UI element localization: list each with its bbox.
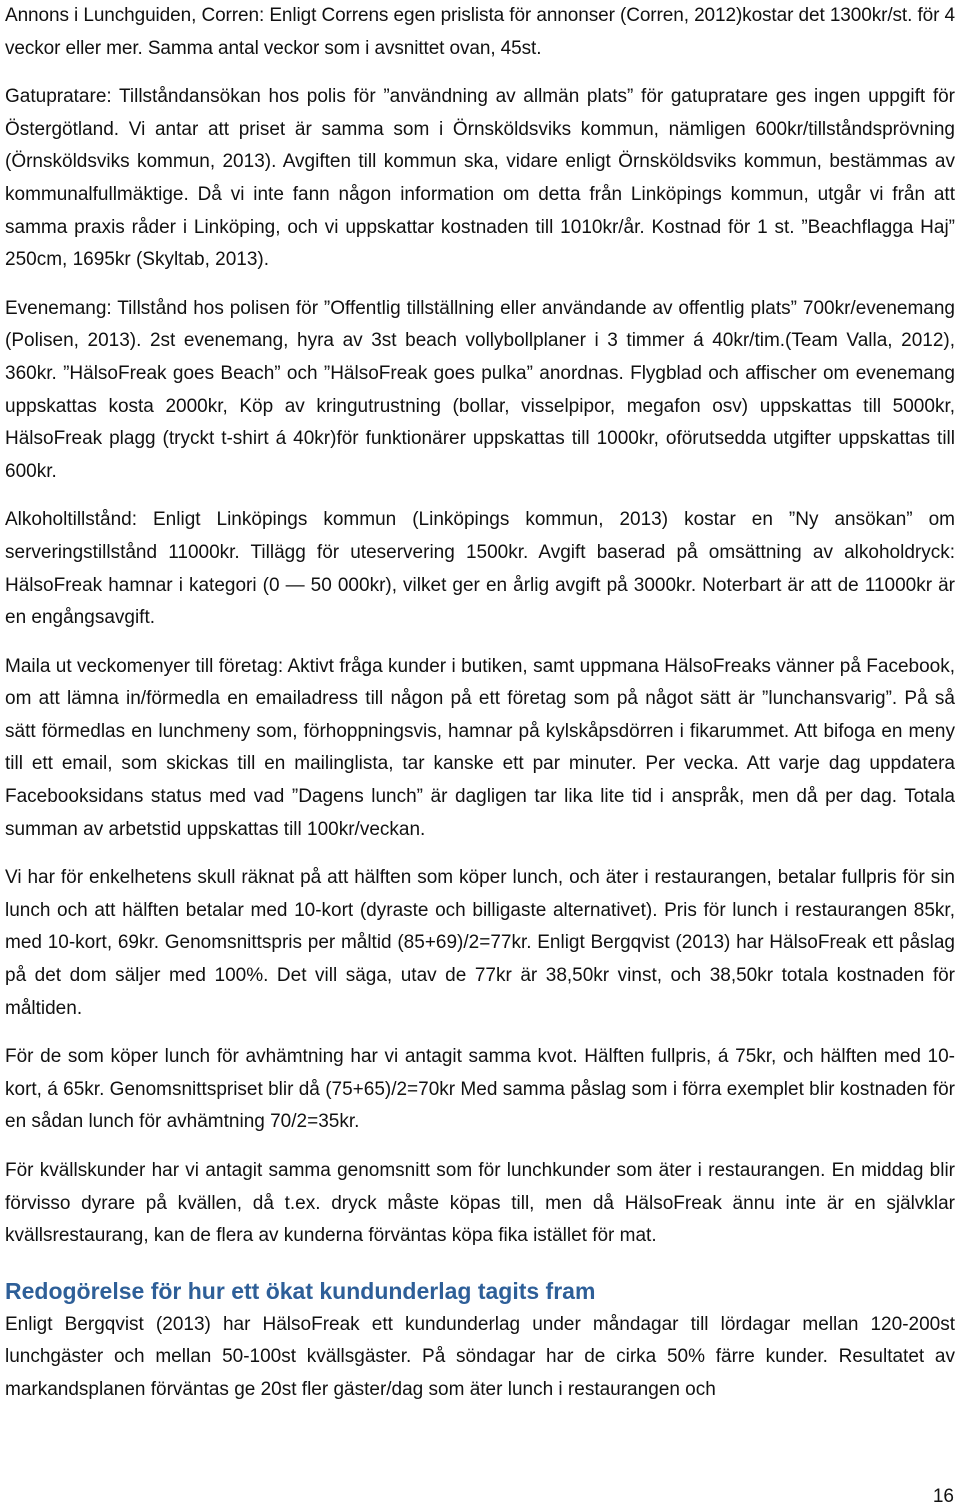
page-number: 16 [932, 1486, 954, 1507]
paragraph-evening-customers: För kvällskunder har vi antagit samma genomsnitt som för lunchkunder som äter i restaurangen. En middag blir förvisso dyrare på kvällen, då t.ex. dryck måste köpas till, men då HälsoFreak ännu inte är en självklar kvällsrestaurang, kan de flera av kunderna förväntas köpa fika istället för mat. [5, 1160, 955, 1247]
paragraph-takeaway-pricing: För de som köper lunch för avhämtning har vi antagit samma kvot. Hälften fullpris, á 75kr, och hälften med 10-kort, á 65kr. Genomsnittspriset blir då (75+65)/2=70kr Med samma påslag som i förra exemplet blir kostnaden för en sådan lunch för avhämtning 70/2=35kr. [5, 1046, 955, 1133]
document-page [5, 0, 955, 1407]
paragraph-lunchguiden-ad: Annons i Lunchguiden, Corren: Enligt Correns egen prislista för annonser (Corren, 2012)kostar det 1300kr/st. för 4 veckor eller mer. Samma antal veckor som i avsnittet ovan, 45st. [5, 5, 955, 59]
paragraph-weekly-menus: Maila ut veckomenyer till företag: Aktivt fråga kunder i butiken, samt uppmana HälsoFreaks vänner på Facebook, om att lämna in/förmedla en emailadress till någon på ett företag som på något sätt är ”lunchansvarig”. På så sätt förmedlas en lunchmeny som, förhoppningsvis, hamnar på kylskåpsdörren i fikarummet. Att bifoga en meny till ett email, som skickas till en mailinglista, tar kanske ett par minuter. Per vecka. Att varje dag uppdatera Facebooksidans status med vad ”Dagens lunch” är dagligen tar lika lite tid i anspråk, men då per dag. Totala summan av arbetstid uppskattas till 100kr/veckan. [5, 655, 955, 840]
paragraph-lunch-pricing: Vi har för enkelhetens skull räknat på att hälften som köper lunch, och äter i restaurangen, betalar fullpris för sin lunch och att hälften betalar med 10-kort (dyraste och billigaste alternativet). Pris för lunch i restaurangen 85kr, med 10-kort, 69kr. Genomsnittspris per måltid (85+69)/2=77kr. Enligt Bergqvist (2013) har HälsoFreak ett påslag på det dom säljer med 100%. Det vill säga, utav de 77kr är 38,50kr vinst, och 38,50kr totala kostnaden för måltiden. [5, 867, 955, 1019]
paragraph-alcohol-license: Alkoholtillstånd: Enligt Linköpings kommun (Linköpings kommun, 2013) kostar en ”Ny ansökan” om serveringstillstånd 11000kr. Tillägg för uteservering 1500kr. Avgift baserad på omsättning av alkoholdryck: HälsoFreak hamnar i kategori (0 — 50 000kr), vilket ger en årlig avgift på 3000kr. Noterbart är att de 11000kr är en engångsavgift. [5, 509, 955, 629]
paragraph-customer-base: Enligt Bergqvist (2013) har HälsoFreak ett kundunderlag under måndagar till lördagar mellan 120-200st lunchgäster och mellan 50-100st kvällsgäster. På söndagar har de cirka 50% färre kunder. Resultatet av markandsplanen förväntas ge 20st fler gäster/dag som äter lunch i restaurangen och [5, 1313, 955, 1400]
section-heading: Redogörelse för hur ett ökat kundunderlag tagits fram [5, 1277, 596, 1304]
paragraph-street-talkers: Gatupratare: Tillståndansökan hos polis för ”användning av allmän plats” för gatupratare ges ingen uppgift för Östergötland. Vi antar att priset är samma som i Örnsköldsviks kommun, nämligen 600kr/tillståndsprövning (Örnsköldsviks kommun, 2013). Avgiften till kommun ska, vidare enligt Örnsköldsviks kommun, bestämmas av kommunalfullmäktige. Då vi inte fann någon information om detta från Linköpings kommun, utgår vi från att samma praxis råder i Linköping, och vi uppskattar kostnaden till 1010kr/år. Kostnad för 1 st. ”Beachflagga Haj” 250cm, 1695kr (Skyltab, 2013). [5, 86, 955, 271]
paragraph-events: Evenemang: Tillstånd hos polisen för ”Offentlig tillställning eller användande av offentlig plats” 700kr/evenemang (Polisen, 2013). 2st evenemang, hyra av 3st beach vollybollplaner i 3 timmer á 40kr/tim.(Team Valla, 2012), 360kr. ”HälsoFreak goes Beach” och ”HälsoFreak goes pulka” anordnas. Flygblad och affischer om evenemang uppskattas kosta 2000kr, Köp av kringutrustning (bollar, visselpipor, megafon osv) uppskattas till 5000kr, HälsoFreak plagg (tryckt t-shirt á 40kr)för funktionärer uppskattas till 1000kr, oförutsedda utgifter uppskattas till 600kr. [5, 297, 955, 482]
